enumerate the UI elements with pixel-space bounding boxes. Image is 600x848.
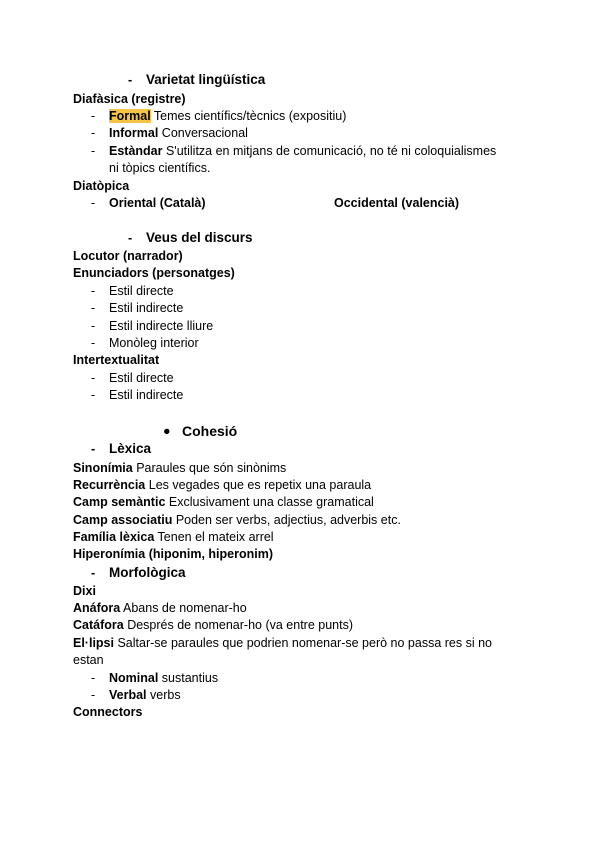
diatopica-occidental: Occidental (valencià) <box>334 196 460 210</box>
bullet-dash: - <box>91 301 96 315</box>
entry-camp-semantic <box>73 494 374 510</box>
bullet-dash: - <box>91 688 96 702</box>
bullet-dash: - <box>91 671 96 685</box>
term-informal: Informal <box>109 126 159 140</box>
term: Família lèxica <box>73 530 155 544</box>
list-item: Estil indirecte <box>109 301 184 315</box>
list-item-nominal <box>109 670 218 686</box>
list-item: Estil directe <box>109 371 174 385</box>
term-text: Abans de nomenar-ho <box>120 601 247 615</box>
list-item: Estil indirecte <box>109 388 184 402</box>
term: Camp semàntic <box>73 495 166 509</box>
term-formal: Formal <box>109 109 151 123</box>
term: El·lipsi <box>73 636 114 650</box>
list-item-estandar <box>109 143 496 159</box>
list-item: Estil directe <box>109 284 174 298</box>
entry-anafora <box>73 600 247 616</box>
term-text: Tenen el mateix arrel <box>154 530 274 544</box>
term: Hiperonímia (hiponim, hiperonim) <box>73 547 273 561</box>
term-text: S'utilitza en mitjans de comunicació, no té ni coloquialismes <box>162 144 497 158</box>
bullet-dash: - <box>128 231 133 245</box>
term-text: sustantius <box>158 671 219 685</box>
diatopica-oriental: Oriental (Català) <box>109 196 206 210</box>
term-text-continued: ni tòpics científics. <box>109 161 211 175</box>
term-text: Poden ser verbs, adjectius, adverbis etc. <box>172 513 401 527</box>
entry-hiperonimia <box>73 546 273 562</box>
term: Recurrència <box>73 478 146 492</box>
heading-connectors: Connectors <box>73 705 143 719</box>
term-text: verbs <box>146 688 181 702</box>
bullet-dash: - <box>128 73 133 87</box>
heading-varietat: Varietat lingüística <box>146 72 266 87</box>
bullet-dash: - <box>91 196 96 210</box>
term: Sinonímia <box>73 461 133 475</box>
entry-camp-associatiu <box>73 512 401 528</box>
term-estandar: Estàndar <box>109 144 163 158</box>
list-item: Monòleg interior <box>109 336 199 350</box>
heading-lexica: Lèxica <box>109 441 152 456</box>
bullet-dash: - <box>91 284 96 298</box>
bullet-dot: ● <box>163 424 171 438</box>
bullet-dash: - <box>91 566 96 580</box>
term: Catáfora <box>73 618 124 632</box>
heading-cohesio: Cohesió <box>182 423 238 439</box>
term-text: Paraules que són sinònims <box>132 461 287 475</box>
term-text: Conversacional <box>158 126 248 140</box>
term: Nominal <box>109 671 159 685</box>
heading-veus: Veus del discurs <box>146 230 253 245</box>
term-text: Temes científics/tècnics (expositiu) <box>150 109 347 123</box>
entry-recurrencia <box>73 477 371 493</box>
entry-sinonimia <box>73 460 286 476</box>
list-item: Estil indirecte lliure <box>109 319 214 333</box>
heading-morfologica: Morfològica <box>109 565 186 580</box>
term: Camp associatiu <box>73 513 173 527</box>
term-text: Saltar-se paraules que podrien nomenar-se però no passa res si no <box>113 636 492 650</box>
term-text: Les vegades que es repetix una paraula <box>145 478 372 492</box>
list-item-formal <box>109 108 346 124</box>
term: Verbal <box>109 688 147 702</box>
entry-familia-lexica <box>73 529 274 545</box>
bullet-dash: - <box>91 144 96 158</box>
entry-elipsi <box>73 635 492 651</box>
term-text-continued: estan <box>73 653 104 667</box>
bullet-dash: - <box>91 388 96 402</box>
heading-diafasica: Diafàsica (registre) <box>73 92 186 106</box>
heading-enunciadors: Enunciadors (personatges) <box>73 266 235 280</box>
heading-intertextualitat: Intertextualitat <box>73 353 160 367</box>
term-text: Després de nomenar-ho (va entre punts) <box>123 618 354 632</box>
heading-diatopica: Diatòpica <box>73 179 130 193</box>
bullet-dash: - <box>91 109 96 123</box>
list-item-verbal <box>109 687 181 703</box>
heading-locutor: Locutor (narrador) <box>73 249 183 263</box>
bullet-dash: - <box>91 319 96 333</box>
list-item-informal <box>109 125 248 141</box>
bullet-dash: - <box>91 442 96 456</box>
bullet-dash: - <box>91 336 96 350</box>
term: Anáfora <box>73 601 121 615</box>
bullet-dash: - <box>91 126 96 140</box>
bullet-dash: - <box>91 371 96 385</box>
entry-catafora <box>73 617 353 633</box>
heading-dixi: Dixi <box>73 584 96 598</box>
term-text: Exclusivament una classe gramatical <box>165 495 374 509</box>
